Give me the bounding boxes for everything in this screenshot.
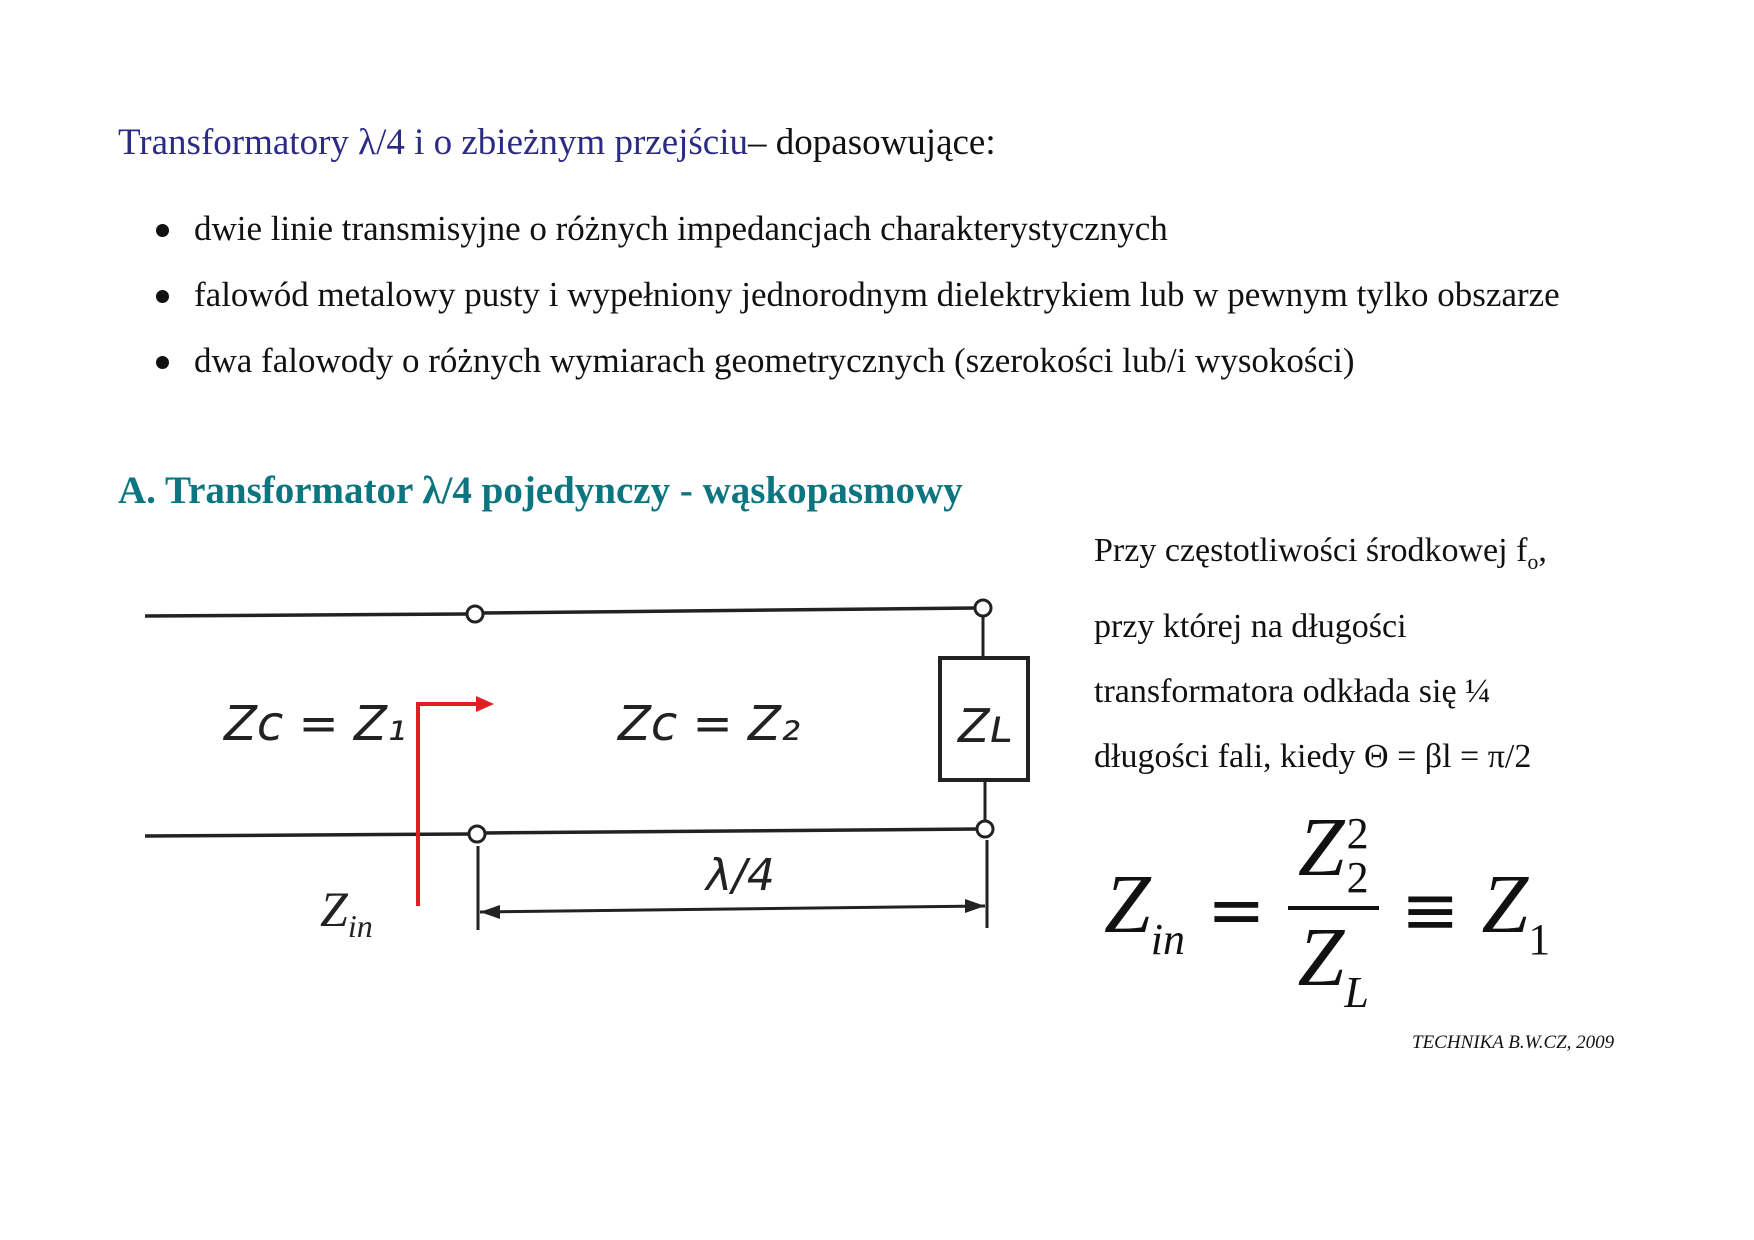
formula-equals: = [1206, 869, 1266, 952]
formula-rhs: $Z_1$ [1481, 857, 1551, 964]
input-arrow-head-icon [476, 696, 494, 712]
bottom-conductor-left [145, 834, 469, 836]
impedance-formula [1104, 801, 1551, 1017]
length-label: λ/4 [706, 850, 775, 901]
formula-fraction [1288, 801, 1379, 1017]
top-conductor-left [145, 614, 468, 616]
input-impedance-label: $Z_{in}$ [320, 881, 373, 944]
fraction-bar [1288, 906, 1379, 910]
footer-credit: TECHNIKA B.W.CZ, 2009 [1412, 1032, 1615, 1053]
formula-lhs: $Z_{in}$ [1104, 857, 1185, 964]
bullet-text: dwa falowody o różnych wymiarach geometrycznych (szerokości lub/i wysokości) [194, 341, 1355, 380]
formula-equivalence: ≡ [1400, 869, 1460, 952]
bullet-text: falowód metalowy pusty i wypełniony jednorodnym dielektrykiem lub w pewnym tylko obszarze [194, 275, 1560, 314]
bottom-conductor-right [484, 829, 978, 833]
terminal-bottom-right [977, 821, 993, 837]
title-rest: – dopasowujące: [748, 122, 996, 163]
terminal-top-right [975, 600, 991, 616]
terminal-bottom-left [469, 826, 485, 842]
terminal-top-left [467, 606, 483, 622]
dimension-line [480, 906, 985, 912]
section-heading: A. Transformator λ/4 pojedynczy - wąskopasmowy [118, 469, 963, 512]
description-text [1094, 518, 1714, 789]
description-line-3: transformatora odkłada się ¼ [1094, 672, 1491, 710]
dimension-arrow-right-icon [965, 899, 985, 913]
dimension-arrow-left-icon [480, 905, 500, 919]
bullet-text: dwie linie transmisyjne o różnych impedancjach charakterystycznych [194, 209, 1168, 248]
title-highlight: Transformatory λ/4 i o zbieżnym przejściu [118, 122, 749, 163]
description-line-2: przy której na długości [1094, 607, 1407, 645]
top-conductor-right [482, 608, 976, 613]
description-line-1: Przy częstotliwości środkowej $f_o$, [1094, 532, 1547, 574]
formula-denominator: $Z_L$ [1297, 910, 1369, 1017]
load-label: Zʟ [958, 699, 1013, 753]
left-impedance-label: Zᴄ = Z₁ [224, 696, 407, 752]
right-impedance-label: Zᴄ = Z₂ [618, 696, 801, 752]
formula-numerator: Z 2 2 [1297, 801, 1369, 902]
input-arrow [418, 704, 478, 906]
transmission-line-diagram [0, 0, 1060, 960]
description-line-4: długości fali, kiedy Θ = βl = π/2 [1094, 737, 1532, 775]
